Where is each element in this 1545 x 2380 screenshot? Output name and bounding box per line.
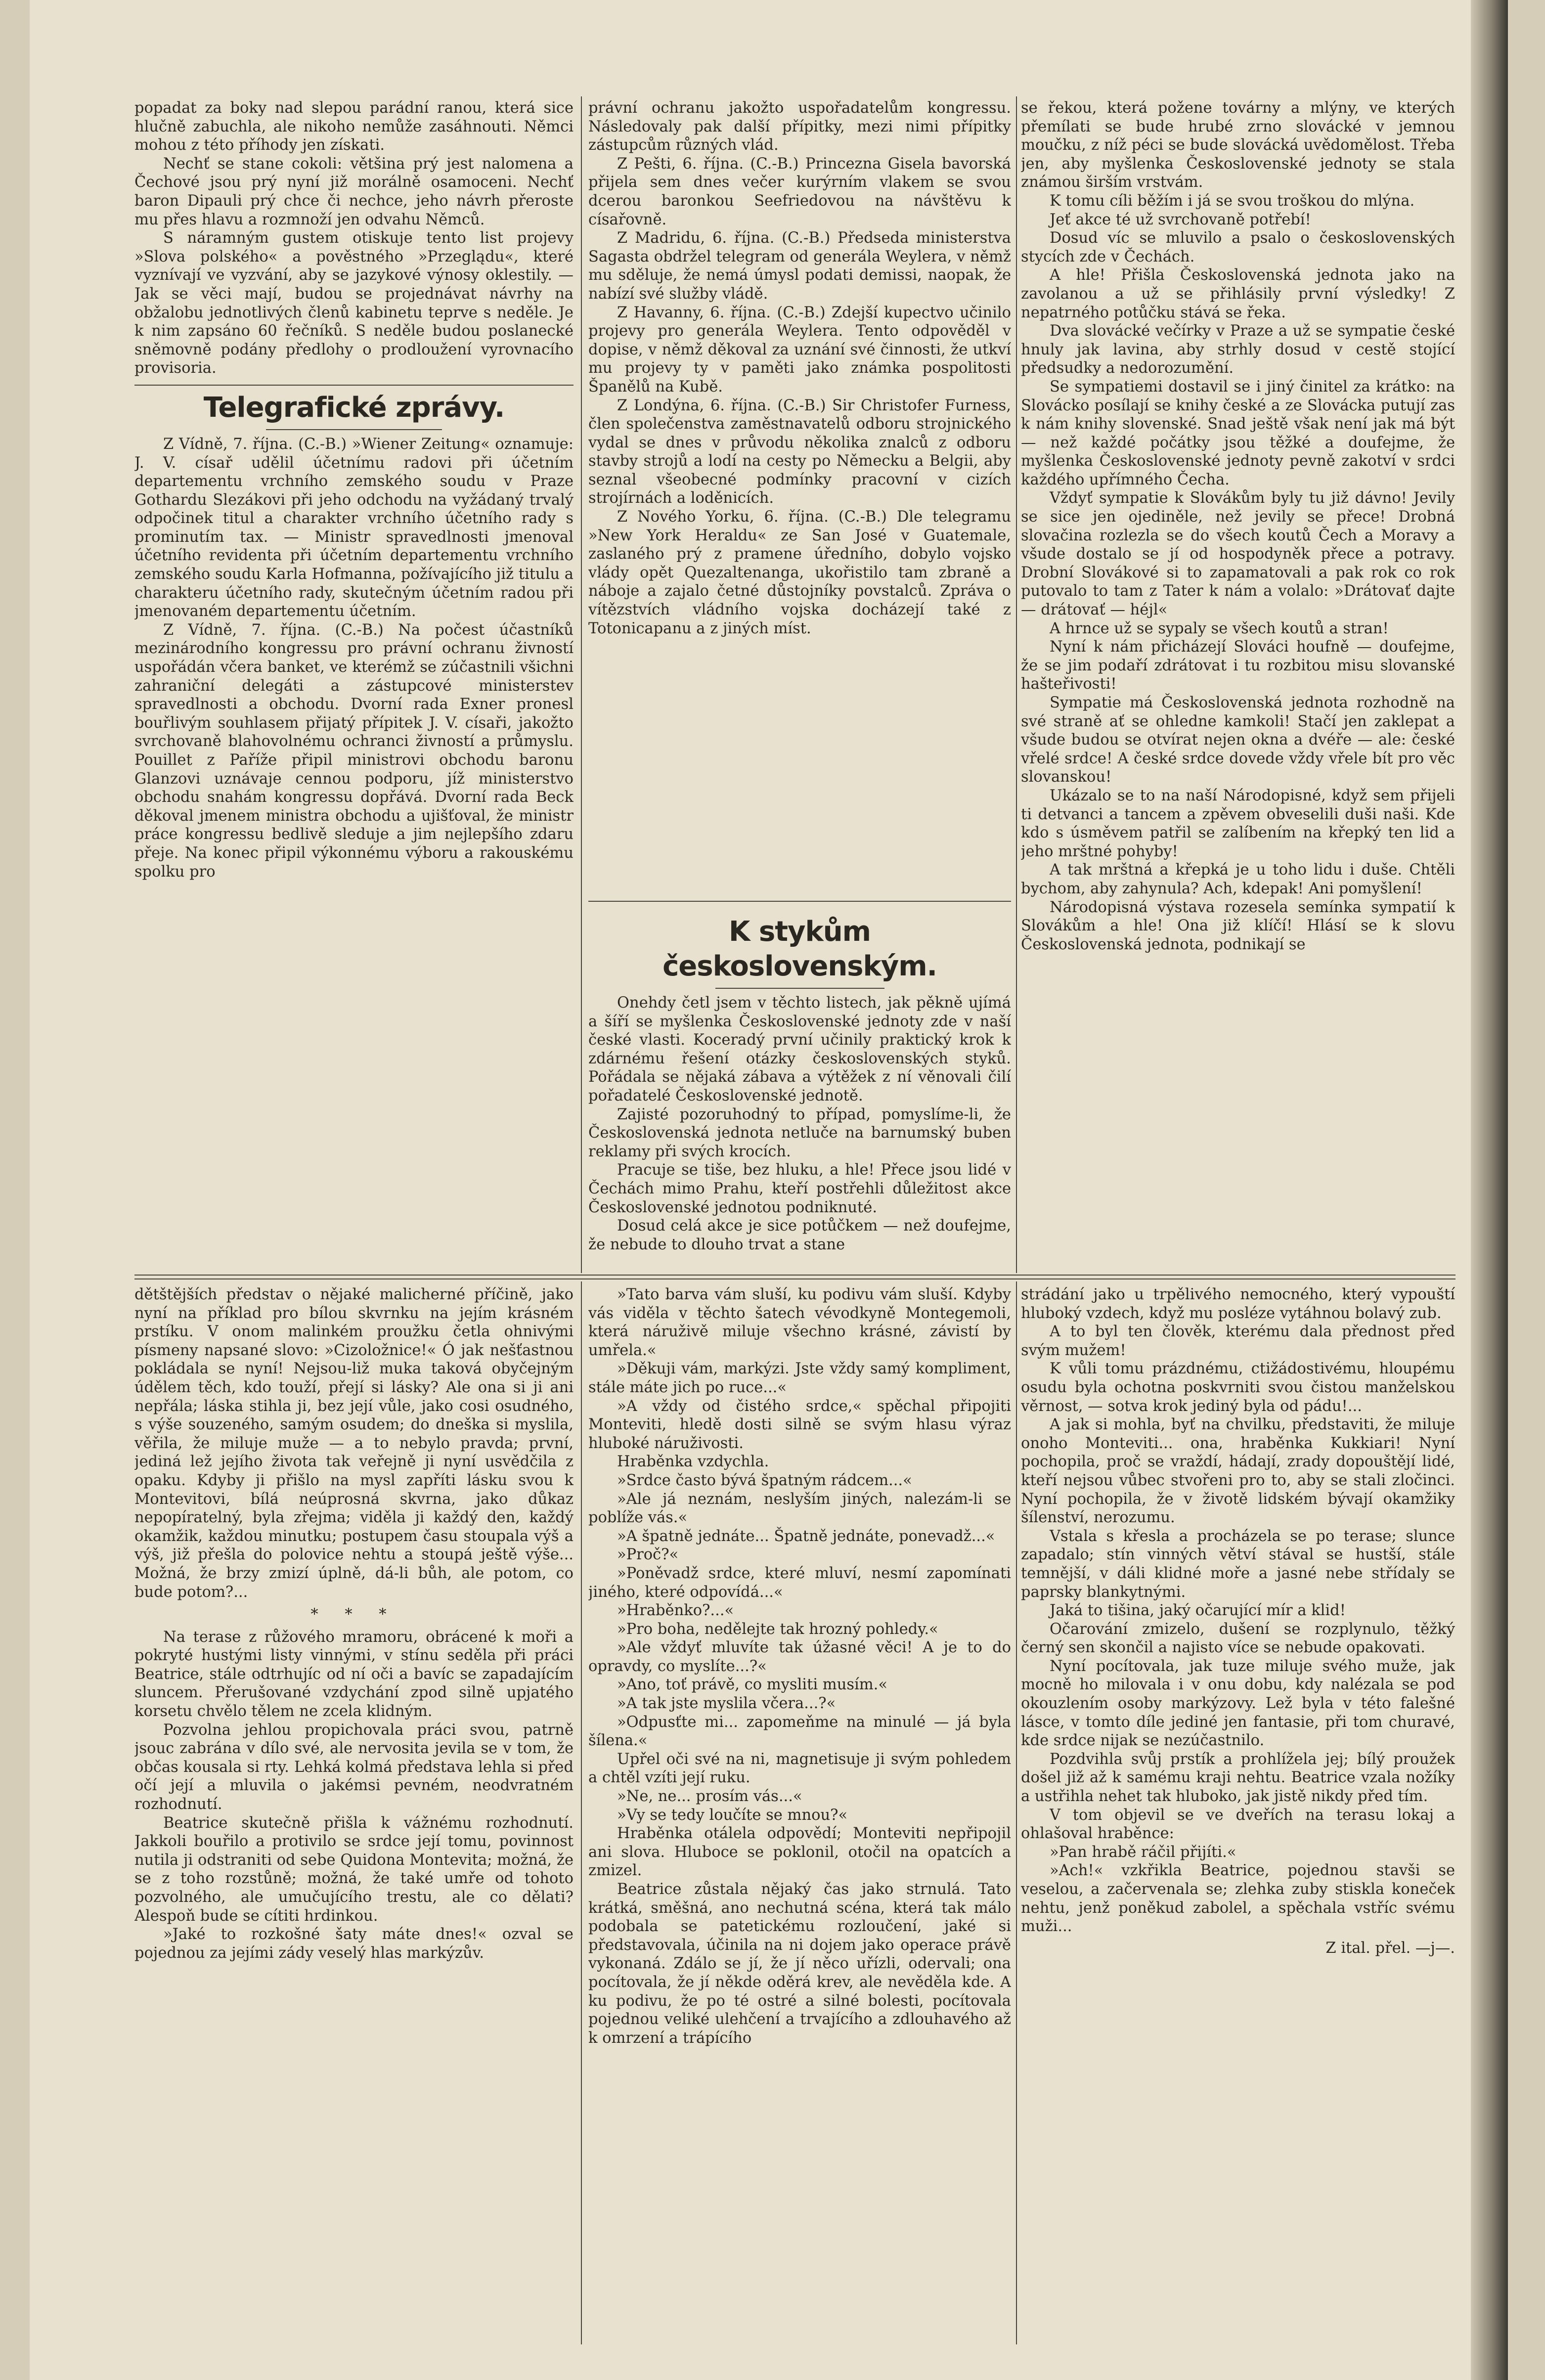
lower-column-1 xyxy=(134,1285,574,2348)
paragraph: »Jaké to rozkošné šaty máte dnes!« ozval se pojednou za jejími zády veselý hlas markýzův. xyxy=(134,1926,574,1962)
lower-column-3 xyxy=(1021,1285,1455,2348)
telegraph-item: Z Vídně, 7. října. (C.-B.) Na počest účastníků mezinárodního kongressu pro právní ochranu živností uspořádán včera banket, ve kterémž se zúčastnili všichni zahraniční delegáti a zástupcové ministerstev spravedlnosti a obchodu. Dvorní rada Exner pronesl bouřlivým souhlasem přijatý přípitek J. V. císaři, jakožto svrchovaně blahovolnému ochranci živností a průmyslu. Pouillet z Paříže připil ministrovi obchodu baronu Glanzovi uznávaje cennou podporu, jíž ministerstvo obchodu snahám kongressu dopřává. Dvorní rada Beck děkoval jmenem ministra obchodu a ujišťoval, že ministr práce kongressu bedlivě sleduje a jim nejlepšího zdaru přeje. Na konec připil výkonnému výboru a rakouskému spolku pro xyxy=(134,621,574,881)
paragraph: Dosud celá akce je sice potůčkem — než doufejme, že nebude to dlouho trvat a stane xyxy=(588,1217,1011,1253)
paragraph: »Ne, ne... prosím vás...« xyxy=(617,1788,802,1806)
column-rule xyxy=(1016,1281,1017,2344)
paragraph: S náramným gustem otiskuje tento list projevy »Slova polského« a pověstného »Przeglądu«, které vyznívají ve vyzvání, aby se jazykové výnosy oklestily. — Jak se věci mají, budou se projednávat návrhy na obžalobu jednotlivých členů kabinetu teprve s neděle. Je k nim zapsáno 60 řečníků. S neděle budou poslanecké sněmovně podány předlohy o prodloužení vyrovnacího provisoria. xyxy=(134,229,574,377)
paragraph: »Hraběnko?...« xyxy=(617,1602,734,1620)
paragraph: »Poněvadž srdce, které mluví, nesmí zapomínati jiného, které odpovídá...« xyxy=(588,1564,1011,1601)
upper-column-2 xyxy=(588,99,1011,895)
paragraph: Dva slovácké večírky v Praze a už se sympatie české hnuly jak lavina, aby strhly dosud v cestě stojící předsudky a nedorozumění. xyxy=(1021,322,1455,377)
heading-underline xyxy=(715,988,884,989)
section-divider xyxy=(588,901,1011,902)
slovak-article-heading: K stykům československým. xyxy=(662,916,937,982)
paragraph: Zajisté pozoruhodný to případ, pomyslíme-li, že Československá jednota netluče na barnumský buben reklamy při svých krocích. xyxy=(588,1105,1011,1160)
section-divider xyxy=(134,385,574,386)
paragraph: Jaká to tišina, jaký očarující mír a klid! xyxy=(1050,1602,1346,1620)
paragraph: Jeť akce té už svrchovaně potřebí! xyxy=(1050,211,1311,228)
paragraph: »Pro boha, nedělejte tak hrozný pohledy.« xyxy=(617,1620,938,1638)
column-rule xyxy=(581,1281,582,2344)
paragraph: »Tato barva vám sluší, ku podivu vám sluší. Kdyby vás viděla v těchto šatech vévodkyně Montegemoli, která náruživě miluje všechno krásné, závistí by umřela.« xyxy=(588,1286,1011,1359)
paragraph: Upřel oči své na ni, magnetisuje ji svým pohledem a chtěl vzíti její ruku. xyxy=(588,1750,1011,1787)
paragraph: »Ale vždyť mluvíte tak úžasné věci! A je to do opravdy, co myslíte...?« xyxy=(588,1639,1011,1675)
telegraph-item: Z Madridu, 6. října. (C.-B.) Předseda ministerstva Sagasta obdržel telegram od generála Weylera, v němž mu sděluje, že nemá úmysl podati demissi, naopak, že nabízí své služby vládě. xyxy=(588,229,1011,303)
paragraph: K vůli tomu prázdnému, ctižádostivému, hloupému osudu byla ochotna poskvrniti svou čistou manželskou věrnost, — sotva krok jediný byla od pádu!... xyxy=(1021,1360,1455,1415)
paragraph: Sympatie má Československá jednota rozhodně na své straně ať se ohledne kamkoli! Stačí jen zaklepat a všude budou se otvírat nejen okna a dvéře — ale: české vřelé srdce! A české srdce dovede vždy vřele bít pro věc slovanskou! xyxy=(1021,694,1455,786)
paragraph: »Pan hrabě ráčil přijíti.« xyxy=(1050,1843,1236,1861)
paragraph: Pozvolna jehlou propichovala práci svou, patrně jsouc zabrána v dílo své, ale nervosita jevila se v tom, že občas kousala si rty. Lehká kolmá představa lehla si před očí její a mluvila o jakémsi pevném, neodvratném rozhodnutí. xyxy=(134,1721,574,1813)
paragraph: Pracuje se tiše, bez hluku, a hle! Přece jsou lidé v Čechách mimo Prahu, kteří postřehli důležitost akce Československé jednotou podniknuté. xyxy=(588,1161,1011,1216)
heading-underline xyxy=(266,429,441,430)
paragraph: Vstala s křesla a procházela se po terase; slunce zapadalo; stín vinných větví stával se hustší, stále temnější, v dáli klidné moře a jasné nebe střídaly se paprsky blankytnými. xyxy=(1021,1527,1455,1601)
slovak-article-column-2 xyxy=(588,910,1011,1266)
paragraph: A jak si mohla, byť na chvilku, představiti, že miluje onoho Monteviti... ona, hraběnka Kukkiari! Nyní pochopila, proč se vraždí, hádají, zrady dopouštějí lidé, kteří nejsou vůbec stvořeni pro to, aby se stali zločinci. Nyní pochopila, že v životě lidském bývají okamžiky šílenství, nerozumu. xyxy=(1021,1416,1455,1527)
paragraph: »Proč?« xyxy=(617,1546,679,1564)
paragraph: strádání jako u trpělivého nemocného, který vypouští hluboký vzdech, když mu posléze vytáhnou bolavý zub. xyxy=(1021,1286,1455,1322)
paragraph: »Vy se tedy loučíte se mnou?« xyxy=(617,1806,848,1824)
paragraph: »Ach!« vzkřikla Beatrice, pojednou stavši se veselou, a začervenala se; zlehka zuby stiskla koneček nehtu, jenž poněkud zabolel, a spěchala vstříc svému muži... xyxy=(1021,1862,1455,1936)
paragraph: právní ochranu jakožto uspořadatelům kongressu. Následovaly pak další přípitky, mezi nimi přípitky zástupcům různých vlád. xyxy=(588,99,1011,154)
newspaper-page xyxy=(30,0,1508,2380)
paragraph: Vždyť sympatie k Slovákům byly tu již dávno! Jevily se sice jen ojediněle, než jevily se přece! Drobná slovačina rozlezla se do všech koutů Čech a Moravy a všude dostalo se jí od hospodyněk přece a potravy. Drobní Slovákové si to zapamatovali a pak rok co rok putovalo to tam z Tater k nám a volalo: »Drátovať dajte — drátovať — héjl« xyxy=(1021,489,1455,619)
upper-col1-text xyxy=(134,99,574,378)
paragraph: Hraběnka otálela odpovědí; Monteviti nepřipojil ani slova. Hluboce se poklonil, otočil na opatcích a zmizel. xyxy=(588,1825,1011,1880)
paragraph: »A vždy od čistého srdce,« spěchal připojiti Monteviti, hledě dosti silně se svým hlasu výraz hluboké náruživosti. xyxy=(588,1397,1011,1452)
paragraph: »A špatně jednáte... Špatně jednáte, ponevadž...« xyxy=(617,1527,995,1545)
paragraph: A hrnce už se sypaly se všech koutů a stran! xyxy=(1050,619,1389,637)
paragraph: Národopisná výstava rozesela semínka sympatií k Slovákům a hle! Ona již klíčí! Hlásí se k slovu Československá jednota, podnikají se xyxy=(1021,898,1455,953)
telegraph-heading: Telegrafické zprávy. xyxy=(203,391,505,424)
feuilleton-divider xyxy=(134,1275,1456,1279)
paragraph: dětštějších představ o nějaké malicherné příčině, jako nyní na příklad pro bílou skvrnku na jejím krásném prstíku. V onom malinkém proužku četla ohnivými písmeny napsané slovo: »Cizoložnice!« Ó jak nešťastnou pokládala se nyní! Nejsou-liž muka taková obyčejným údělem těch, kdo touží, přejí si lásky? Ale ona si ji ani nepřála; láska stihla ji, bez její vůle, jako cosi osudného, s výše souzeného, samým osudem; do dneška si myslila, věřila, že miluje muže — a to nebylo pravda; první, jediná lež jejího života tak veřejně ji nyní usvědčila z opaku. Kdyby ji přišlo na mysl zapříti lásku svou k Montevitovi, bílá neúprosná skvrna, jako důkaz nepopíratelný, byla zřejma; viděla ji každý den, každý okamžik, každou minutku; postupem času stoupala výš a výš, již přešla do polovice nehtu a stoupá ještě výše... Možná, že brzy zmizí úplně, dá-li bůh, ale potom, co bude potom?... xyxy=(134,1286,574,1601)
paragraph: »Srdce často bývá špatným rádcem...« xyxy=(617,1471,912,1489)
paragraph: popadat za boky nad slepou parádní ranou, která sice hlučně zabuchla, ale nikoho nemůže zasáhnouti. Němci mohou z této příhody jen získati. xyxy=(134,99,574,154)
paragraph: »Ale já neznám, neslyším jiných, nalezám-li se poblíže vás.« xyxy=(588,1490,1011,1527)
paragraph: Beatrice skutečně přišla k vážnému rozhodnutí. Jakkoli bouřilo a protivilo se srdce její tomu, povinnost nutila ji odstraniti od sebe Quidona Montevita; možná, že se z toho rozstůně; možná, že také umře od tohoto pozvolného, ale umučujícího trestu, ale co dělati? Alespoň bude se cítiti hrdinkou. xyxy=(134,1814,574,1925)
paragraph: Na terase z růžového mramoru, obrácené k moři a pokryté hustými listy vinnými, v stínu seděla při práci Beatrice, stále odtrhujíc od ní oči a bavíc se zapadajícím sluncem. Přerušované vzdychání zpod silně upjatého korsetu chvělo tělem ne zcela klidným. xyxy=(134,1628,574,1720)
paragraph: se řekou, která požene továrny a mlýny, ve kterých přemílati se bude hrubé zrno slovácké v jemnou moučku, z níž péci se bude slovácká uvědomělost. Třeba jen, aby myšlenka Československé jednoty se stala známou širším vrstvám. xyxy=(1021,99,1455,191)
paragraph: Pozdvihla svůj prstík a prohlížela jej; bílý proužek došel již až k samému kraji nehtu. Beatrice vzala nožíky a ustřihla nehet tak hluboko, jak jistě nikdy před tím. xyxy=(1021,1750,1455,1806)
paragraph: Ukázalo se to na naší Národopisné, když sem přijeli ti detvanci a tancem a zpěvem obveselili duši naši. Kde kdo s úsměvem patřil se zalíbením na křepký ten lid a jeho mrštné pohyby! xyxy=(1021,787,1455,860)
telegraph-item: Z Havanny, 6. října. (C.-B.) Zdejší kupectvo učinilo projevy pro generála Weylera. Tento odpověděl v dopise, v němž děkoval za uznání své činnosti, že utkví mu projevy ty v paměti jako známka pospolitosti Španělů na Kubě. xyxy=(588,304,1011,396)
paragraph: Se sympatiemi dostavil se i jiný činitel za krátko: na Slovácko posílají se knihy české a ze Slovácka putují zas k nám knihy slovenské. Snad ještě však není jak má být — než každé počátky jsou těžké a doufejme, že myšlenka Československé jednoty pevně zakotví v srdci každého upřímného Čecha. xyxy=(1021,378,1455,488)
paragraph: Dosud víc se mluvilo a psalo o československých stycích zde v Čechách. xyxy=(1021,229,1455,265)
paragraph: K tomu cíli běžím i já se svou troškou do mlýna. xyxy=(1050,192,1415,210)
paragraph: Hraběnka vzdychla. xyxy=(617,1453,769,1471)
telegraph-item: Z Vídně, 7. října. (C.-B.) »Wiener Zeitung« oznamuje: J. V. císař udělil účetnímu radovi při účetním departementu vrchního zemského soudu v Praze Gothardu Slezákovi při jeho odchodu na vyžádaný trvalý odpočinek titul a charakter vrchního účetního rady s prominutím tax. — Ministr spravedlnosti jmenoval účetního revidenta při účetním departementu vrchního zemského soudu Karla Hofmanna, požívajícího již titulu a charakteru účetního rady, skutečným účetním radou při jmenovaném departementu účetním. xyxy=(134,435,574,620)
column-rule xyxy=(1016,96,1017,1273)
paragraph: Onehdy četl jsem v těchto listech, jak pěkně ujímá a šíří se myšlenka Československé jednoty zde v naší české vlasti. Koceradý první učinily praktický krok k zdárnému řešení otázky československých styků. Pořádala se nějaká zábava a výtěžek z ní věnovali čilí pořadatelé Československé jednotě. xyxy=(588,994,1011,1104)
telegraph-item: Z Londýna, 6. října. (C.-B.) Sir Christofer Furness, člen společenstva zaměstnavatelů odboru strojnického vydal se dnes v průvodu několika znalců z odboru stavby strojů a lodí na cesty po Německu a Belgii, aby seznal všeobecné podmínky pracovní v cizích strojírnách a loděnicích. xyxy=(588,397,1011,507)
lower-column-2 xyxy=(588,1285,1011,2348)
paragraph: »Ano, toť právě, co mysliti musím.« xyxy=(617,1676,888,1694)
paragraph: V tom objevil se ve dveřích na terasu lokaj a ohlašoval hraběnce: xyxy=(1021,1806,1455,1843)
column-rule xyxy=(581,96,582,1273)
paragraph: Očarování zmizelo, dušení se rozplynulo, těžký černý sen skončil a najisto více se nebude opakovati. xyxy=(1021,1620,1455,1657)
paragraph: Nechť se stane cokoli: většina prý jest nalomena a Čechové jsou prý nyní již morálně osamoceni. Nechť baron Dipauli prý chce či nechce, jeho návrh přeroste mu přes hlavu a rozmnoží jen odvahu Němců. xyxy=(134,155,574,228)
paragraph: A to byl ten člověk, kterému dala přednost před svým mužem! xyxy=(1021,1323,1455,1359)
paragraph: A tak mrštná a křepká je u toho lidu i duše. Chtěli bychom, aby zahynula? Ach, kdepak! Ani pomyšlení! xyxy=(1021,861,1455,897)
section-stars: * * * xyxy=(310,1606,397,1624)
upper-column-1 xyxy=(134,99,574,1266)
page-binding-edge xyxy=(1471,0,1508,2380)
paragraph: Beatrice zůstala nějaký čas jako strnulá. Tato krátká, směšná, ano nechutná scéna, která tak málo podobala se patetickému rozloučení, jaké si představovala, účinila na ni dojem jako operace právě vykonaná. Zdálo se jí, že jí něco uřízli, odervali; ona pocítovala, že jí někde oděrá krev, ale nevěděla kde. A ku podivu, že po té ostré a silné bolesti, pocítovala pojednou veliké ulehčení a trvajícího a zdlouhavého až k omrzení a trápícího xyxy=(588,1881,1011,2047)
slovak-article-column-3 xyxy=(1021,99,1455,1266)
paragraph: Nyní k nám přicházejí Slováci houfně — doufejme, že se jim podaří zdrátovat i tu rozbitou misu slovanské hašteřivosti! xyxy=(1021,638,1455,693)
telegraph-item: Z Nového Yorku, 6. října. (C.-B.) Dle telegramu »New York Heraldu« ze San José v Guatemale, zaslaného prý z pramene úředního, dobylo vojsko vlády opět Quezaltenanga, ukořistilo tam zbraně a náboje a zajalo četné důstojníky povstalců. Zpráva o vítězstvích vládního vojska docházejí také z Totonicapanu a z jiných míst. xyxy=(588,508,1011,637)
paragraph: »Děkuji vám, markýzi. Jste vždy samý kompliment, stále máte jich po ruce...« xyxy=(588,1360,1011,1396)
translator-signature: Z ital. přel. —j—. xyxy=(1325,1939,1455,1957)
telegraph-item: Z Pešti, 6. října. (C.-B.) Princezna Gisela bavorská přijela sem dnes večer kurýrním vlakem se svou dcerou baronkou Seefriedovou na návštěvu k císařovně. xyxy=(588,155,1011,228)
paragraph: Nyní pocítovala, jak tuze miluje svého muže, jak mocně ho milovala i v onu dobu, kdy nalézala se pod okouzlením osoby markýzovy. Lež byla v této falešné lásce, v tomto díle jediné jen fantasie, při tom churavé, kde srdce nijak se nezúčastnilo. xyxy=(1021,1657,1455,1750)
paragraph: A hle! Přišla Československá jednota jako na zavolanou a už se přihlásily první výsledky! Z nepatrného potůčku stává se řeka. xyxy=(1021,266,1455,321)
paragraph: »A tak jste myslila včera...?« xyxy=(617,1695,836,1713)
paragraph: »Odpusťte mi... zapomeňme na minulé — já byla šílena.« xyxy=(588,1713,1011,1750)
